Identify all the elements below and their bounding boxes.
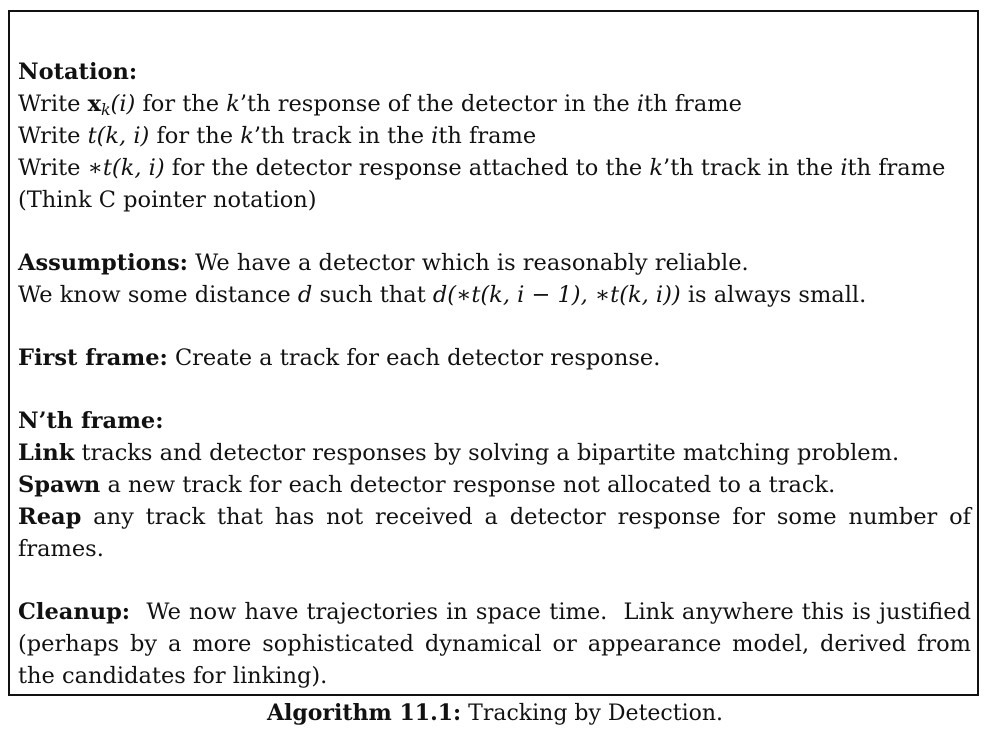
- notation-line-3-expr: ∗t(k, i): [87, 155, 165, 181]
- assumptions-line-2: [18, 279, 971, 311]
- notation-line-1-text-a: for the: [135, 91, 227, 117]
- caption-label: Algorithm 11.1:: [266, 700, 462, 726]
- notation-line-2: [18, 120, 971, 152]
- section-gap: [18, 311, 971, 342]
- assumptions-line-2-text-b: such that: [312, 282, 433, 308]
- algorithm-caption: [0, 698, 990, 729]
- nth-frame-heading: N’th frame:: [18, 408, 164, 434]
- notation-line-2-text-a: for the: [149, 123, 241, 149]
- section-gap: [18, 216, 971, 247]
- assumptions-line-2-d: d: [297, 282, 313, 308]
- notation-line-1-text-c: th frame: [644, 91, 742, 117]
- cleanup-text: We now have trajectories in space time. Link anywhere this is justified (perhaps by a more sophisticated dynamical or appearance model, derived from the candidates for linking).: [18, 599, 979, 689]
- cleanup-paragraph: [18, 596, 979, 692]
- assumptions-line-1-text: We have a detector which is reasonably reliable.: [187, 250, 749, 276]
- notation-line-1-arg: (i): [110, 91, 136, 117]
- assumptions-heading: Assumptions:: [18, 250, 188, 276]
- notation-line-1-k: k: [226, 91, 240, 117]
- assumptions-line-1: [18, 247, 971, 279]
- notation-line-3-text-b: ’th track in the: [663, 155, 841, 181]
- caption-text: Tracking by Detection.: [461, 701, 724, 726]
- notation-line-2-expr: t(k, i): [87, 123, 150, 149]
- section-gap: [18, 565, 971, 596]
- section-gap: [18, 374, 971, 405]
- assumptions-line-2-text-a: We know some distance: [18, 282, 298, 308]
- nth-frame-spawn-line: [18, 469, 971, 501]
- notation-line-4: (Think C pointer notation): [18, 187, 317, 213]
- spawn-text: a new track for each detector response not allocated to a track.: [100, 472, 836, 498]
- algorithm-content: [18, 56, 979, 692]
- notation-line-2-write: Write: [18, 123, 88, 149]
- notation-line-3-i: i: [840, 155, 848, 181]
- assumptions-line-2-text-c: is always small.: [680, 282, 867, 308]
- reap-text: any track that has not received a detector response for some number of frames.: [18, 504, 971, 562]
- notation-line-3-write: Write: [18, 155, 88, 181]
- notation-line-3-k: k: [649, 155, 664, 181]
- notation-line-3-text-a: for the detector response attached to the: [164, 155, 650, 181]
- notation-line-1-write: Write: [18, 91, 88, 117]
- notation-line-1-sub-k: k: [101, 99, 111, 119]
- notation-line-2-i: i: [431, 123, 439, 149]
- notation-line-1-x: x: [87, 91, 101, 117]
- notation-line-3-text-c: th frame: [847, 155, 946, 181]
- algorithm-box: [8, 10, 979, 696]
- first-frame-text: Create a track for each detector response.: [167, 345, 661, 371]
- cleanup-heading: Cleanup:: [18, 599, 131, 625]
- reap-word: Reap: [18, 504, 82, 530]
- notation-line-1: [18, 88, 971, 120]
- nth-frame-reap-line: [18, 501, 971, 565]
- notation-heading: Notation:: [18, 59, 138, 85]
- link-word: Link: [18, 440, 75, 466]
- first-frame-line: [18, 342, 971, 374]
- notation-line-1-text-b: ’th response of the detector in the: [239, 91, 637, 117]
- notation-line-2-k: k: [240, 123, 254, 149]
- notation-line-1-i: i: [636, 91, 645, 117]
- nth-frame-link-line: [18, 437, 971, 469]
- assumptions-line-2-expr: d(∗t(k, i − 1), ∗t(k, i)): [432, 282, 681, 308]
- notation-line-2-text-c: th frame: [438, 123, 537, 149]
- notation-line-3: [18, 152, 971, 184]
- first-frame-heading: First frame:: [18, 345, 168, 371]
- spawn-word: Spawn: [18, 472, 101, 498]
- notation-line-2-text-b: ’th track in the: [253, 123, 432, 149]
- link-text: tracks and detector responses by solving a bipartite matching problem.: [74, 440, 900, 466]
